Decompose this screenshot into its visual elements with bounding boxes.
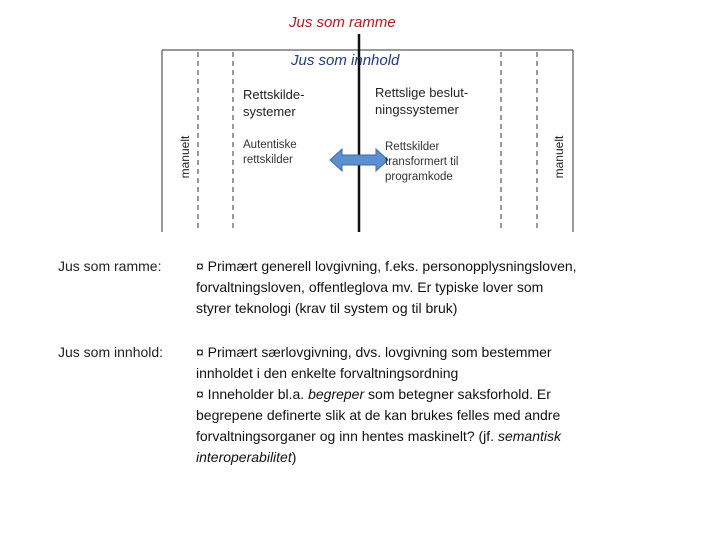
innhold-row-text: ¤ Primært særlovgivning, dvs. lovgivning som bestemmer innholdet i den enkelte forvaltningsordning ¤ Inneholder bl.a. begreper som betegner saksforhold. Er begrepene definerte slik at de kan brukes felles med andre forvaltningsorganer og inn hentes maskinelt? (jf. semantisk interoperabilitet): [196, 344, 561, 465]
right-heading: Rettslige beslut- ningssystemer: [375, 85, 469, 117]
ramme-row-text: ¤ Primært generell lovgivning, f.eks. personopplysningsloven, forvaltningsloven, offentleglova mv. Er typiske lover som styrer teknologi (krav til system og til bruk): [196, 258, 577, 316]
right-subtext: Rettskilder transformert til programkode: [385, 141, 459, 183]
ramme-row-label: Jus som ramme:: [58, 258, 162, 274]
left-vertical-label: manuelt: [178, 135, 192, 179]
right-vertical-label: manuelt: [552, 135, 566, 179]
outer-title: Jus som ramme: [289, 14, 396, 31]
left-subtext: Autentiske rettskilder: [243, 139, 297, 166]
left-heading: Rettskilde- systemer: [243, 87, 305, 119]
inner-title: Jus som innhold: [291, 52, 400, 69]
diagram-lines: [0, 0, 720, 240]
innhold-row-label: Jus som innhold:: [58, 344, 164, 360]
